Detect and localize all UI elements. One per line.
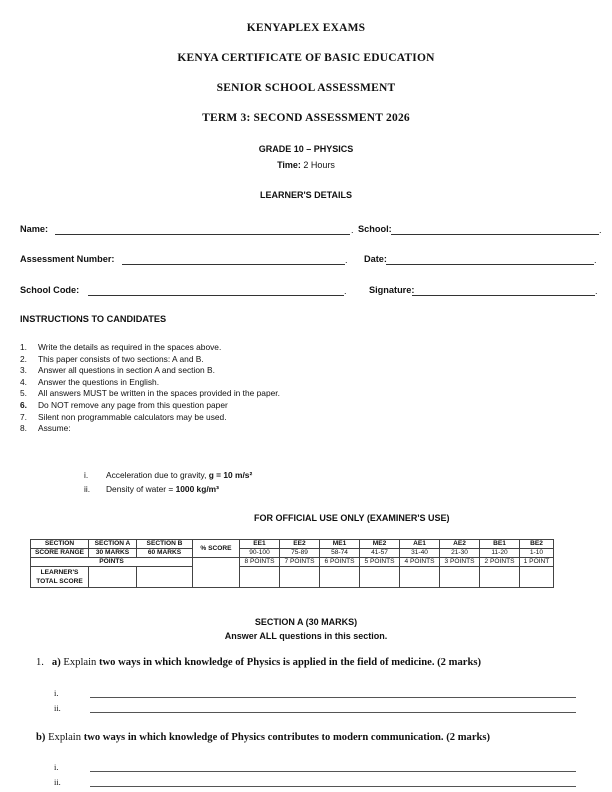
learners-details-heading: LEARNER'S DETAILS [260,190,352,200]
school-field-end: . [599,225,602,235]
question-1b: b) Explain two ways in which knowledge of Physics contributes to modern communication. (2 marks) [36,732,491,743]
time-allowed [0,160,612,170]
list-item: 7. Silent non programmable calculators may be used. [20,411,227,422]
table-row: POINTS 8 POINTS 7 POINTS 6 POINTS 5 POINTS 4 POINTS 3 POINTS 2 POINTS 1 POINT [31,558,554,567]
grade-subject: GRADE 10 – PHYSICS [258,144,354,154]
date-field-end: . [594,255,597,265]
school-code-field-end: . [344,286,347,296]
assessment-number-field[interactable] [122,264,345,265]
section-b-score-cell[interactable] [137,567,193,588]
section-a-instruction: Answer ALL questions in this section. [224,631,388,641]
section-a-score-cell[interactable] [89,567,137,588]
signature-field[interactable] [412,295,595,296]
assessment-number-field-end: . [345,255,348,265]
school-field[interactable] [391,234,599,235]
certificate-title: KENYA CERTIFICATE OF BASIC EDUCATION [177,52,435,64]
answer-line[interactable] [90,786,576,787]
instructions-heading: INSTRUCTIONS TO CANDIDATES [20,314,167,324]
date-label: Date: [364,254,387,264]
assessment-title: SENIOR SCHOOL ASSESSMENT [216,82,396,94]
answer-line[interactable] [90,697,576,698]
section-a-title: SECTION A (30 MARKS) [254,617,358,627]
date-field[interactable] [386,264,594,265]
table-row: SCORE RANGE 30 MARKS 60 MARKS 90-100 75-89 58-74 41-57 31-40 21-30 11-20 1-10 [31,549,554,558]
name-field-end: . [351,225,354,235]
table-row: SECTION SECTION A SECTION B % SCORE EE1 EE2 ME1 ME2 AE1 AE2 BE1 BE2 [31,540,554,549]
signature-label: Signature: [369,285,415,295]
assumptions-list [84,468,252,496]
list-item: 3. Answer all questions in section A and section B. [20,365,215,376]
list-item: 5. All answers MUST be written in the spaces provided in the paper. [20,388,280,399]
answer-line[interactable] [90,771,576,772]
school-code-label: School Code: [20,285,80,295]
list-item: i. Acceleration due to gravity, g = 10 m/s² [84,470,253,480]
official-use-heading: FOR OFFICIAL USE ONLY (EXAMINER'S USE) [254,513,450,523]
answer-label-ii: ii. [54,704,61,713]
name-field[interactable] [55,234,350,235]
table-row [31,567,554,588]
list-item: 6. Do NOT remove any page from this question paper [20,399,228,410]
assessment-number-label: Assessment Number: [20,254,115,264]
name-label: Name: [20,224,49,234]
school-code-field[interactable] [88,295,344,296]
signature-field-end: . [595,286,598,296]
question-1a: 1. a) Explain two ways in which knowledge of Physics is applied in the field of medicine. (2 marks) [36,657,481,668]
total-score-label: LEARNER'S TOTAL SCORE [31,567,89,588]
list-item: 8. Assume: [20,423,71,434]
school-label: School: [358,224,392,234]
list-item: 2. This paper consists of two sections: A and B. [20,353,204,364]
answer-line[interactable] [90,712,576,713]
exam-org-title: KENYAPLEX EXAMS [246,22,366,34]
answer-label-ii: ii. [54,778,61,787]
answer-label-i: i. [54,689,59,698]
score-table [30,539,554,588]
list-item: ii. Density of water = 1000 kg/m³ [84,484,219,494]
term-title: TERM 3: SECOND ASSESSMENT 2026 [202,112,410,124]
list-item: 1. Write the details as required in the spaces above. [20,342,222,352]
instructions-list [20,342,280,435]
answer-label-i: i. [54,763,59,772]
list-item: 4. Answer the questions in English. [20,376,160,387]
time-label: Time: [277,160,301,170]
time-value: 2 Hours [303,160,335,170]
